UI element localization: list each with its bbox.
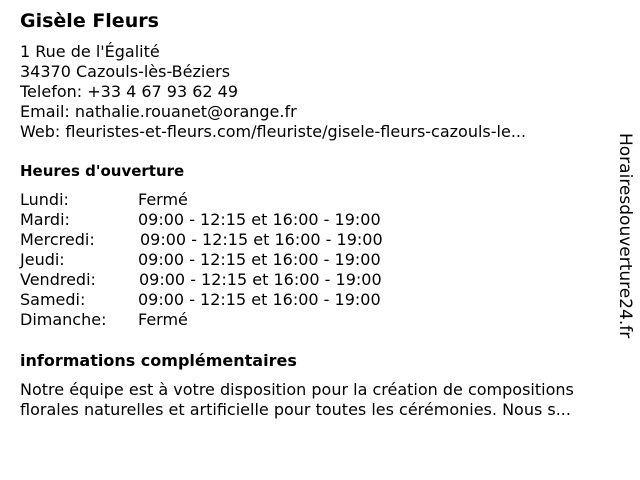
hours-value: Fermé bbox=[138, 310, 188, 329]
hours-day: Dimanche: bbox=[20, 310, 107, 329]
hours-row-friday bbox=[20, 270, 610, 290]
hours-row-wednesday bbox=[20, 230, 610, 250]
hours-value: 09:00 - 12:15 et 16:00 - 19:00 bbox=[138, 290, 381, 309]
hours-row-tuesday bbox=[20, 210, 610, 230]
hours-day: Mercredi: bbox=[20, 230, 95, 249]
hours-row-monday bbox=[20, 190, 610, 210]
hours-row-thursday bbox=[20, 250, 610, 270]
email-address[interactable]: Email: nathalie.rouanet@orange.fr bbox=[20, 102, 297, 121]
hours-day: Vendredi: bbox=[20, 270, 96, 289]
hours-value: 09:00 - 12:15 et 16:00 - 19:00 bbox=[138, 250, 381, 269]
contact-block bbox=[20, 42, 610, 142]
hours-value: 09:00 - 12:15 et 16:00 - 19:00 bbox=[140, 230, 383, 249]
opening-hours-heading: Heures d'ouverture bbox=[20, 162, 185, 180]
hours-value: 09:00 - 12:15 et 16:00 - 19:00 bbox=[139, 270, 382, 289]
business-name: Gisèle Fleurs bbox=[20, 10, 159, 32]
opening-hours-table bbox=[20, 190, 610, 330]
address-street: 1 Rue de l'Égalité bbox=[20, 42, 160, 61]
brand-site-name: Horairesdouverture24.fr bbox=[615, 133, 635, 339]
business-card bbox=[20, 8, 610, 420]
info-description: Notre équipe est à votre disposition pour la création de compositions florales naturelles et artificielle pour toutes les cérémonies. Nous s... bbox=[20, 380, 574, 419]
info-heading: informations complémentaires bbox=[20, 351, 297, 370]
website-link[interactable]: Web: fleuristes-et-fleurs.com/fleuriste/gisele-fleurs-cazouls-le... bbox=[20, 122, 527, 141]
hours-row-saturday bbox=[20, 290, 610, 310]
address-city: 34370 Cazouls-lès-Béziers bbox=[20, 62, 231, 81]
hours-day: Samedi: bbox=[20, 290, 86, 309]
hours-value: 09:00 - 12:15 et 16:00 - 19:00 bbox=[138, 210, 381, 229]
hours-value: Fermé bbox=[138, 190, 188, 209]
hours-day: Lundi: bbox=[20, 190, 69, 209]
brand-watermark bbox=[612, 133, 634, 348]
hours-day: Mardi: bbox=[20, 210, 70, 229]
hours-row-sunday bbox=[20, 310, 610, 330]
phone-number[interactable]: Telefon: +33 4 67 93 62 49 bbox=[20, 82, 239, 101]
hours-day: Jeudi: bbox=[20, 250, 65, 269]
